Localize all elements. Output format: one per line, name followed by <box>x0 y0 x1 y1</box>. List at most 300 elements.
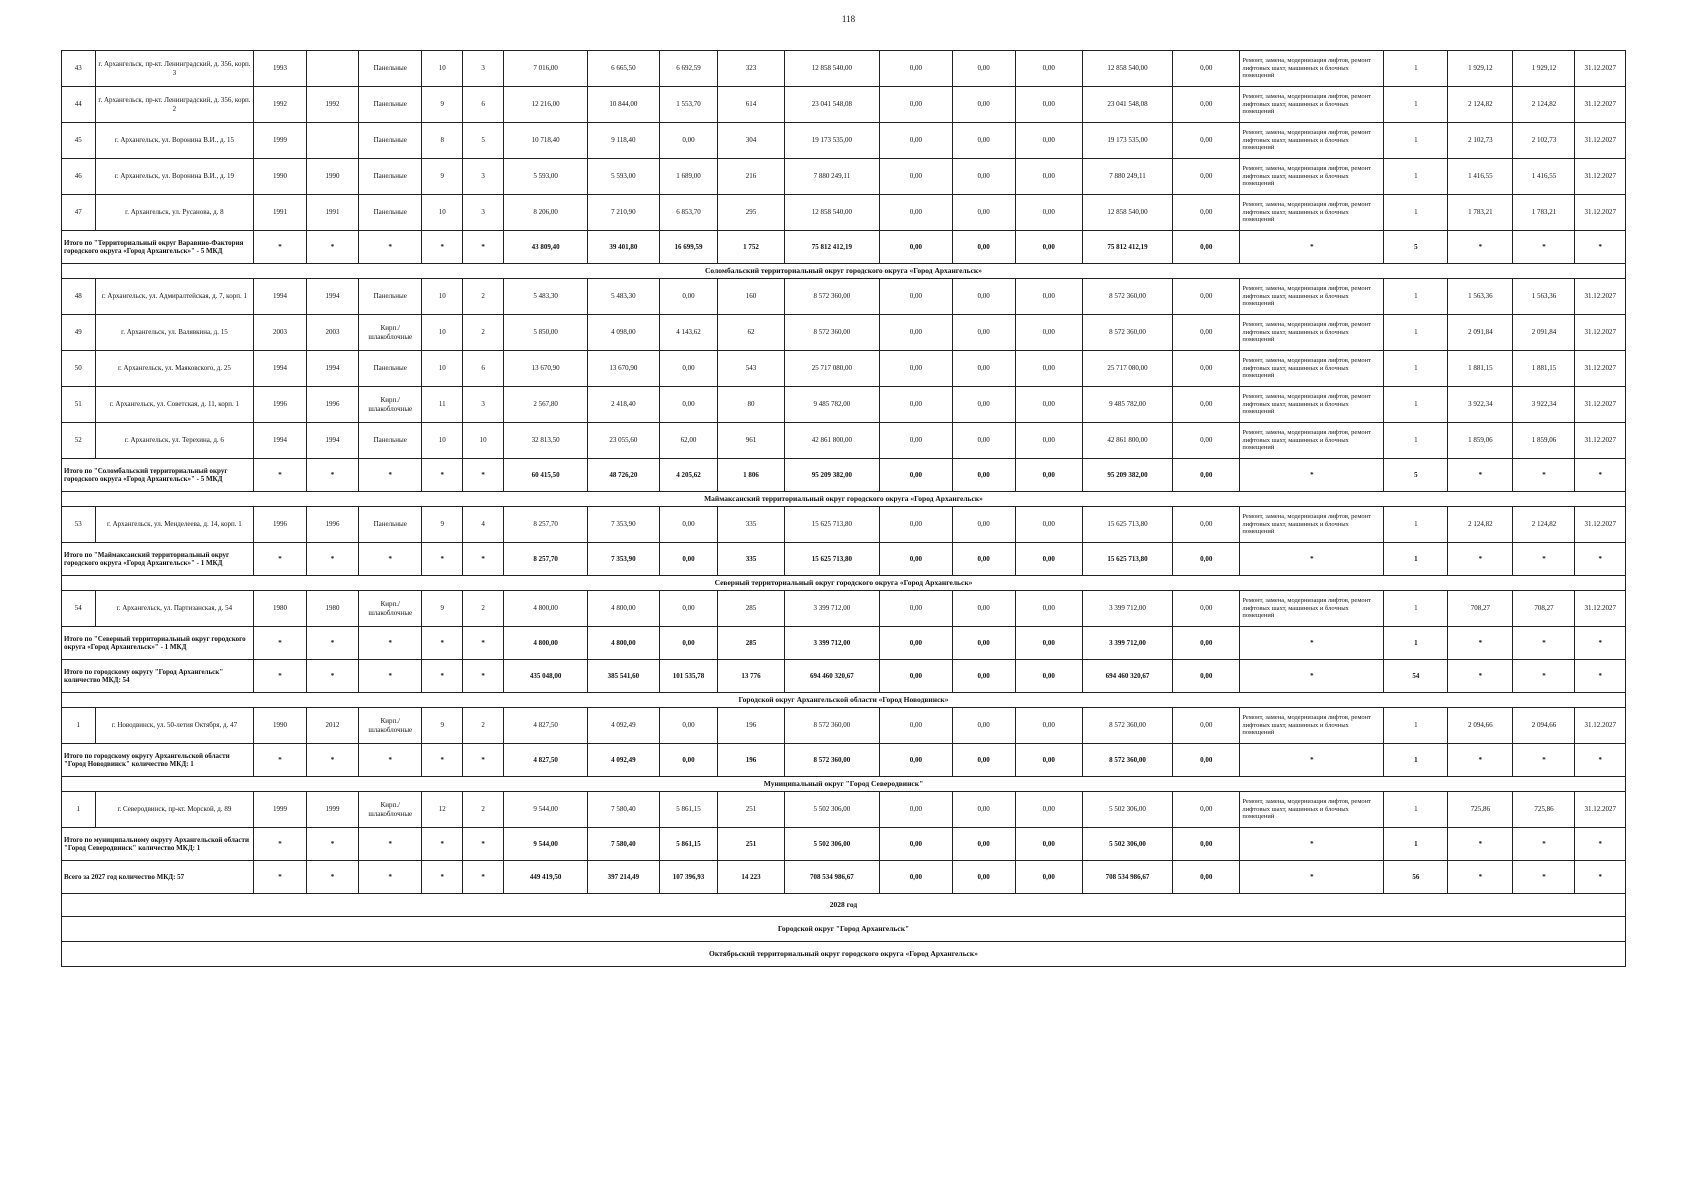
table-cell: Панельные <box>359 87 422 123</box>
table-cell: 323 <box>718 51 784 87</box>
table-cell: 0,00 <box>659 591 718 627</box>
address-cell: г. Архангельск, ул. Воронина В.И., д. 19 <box>95 159 254 195</box>
total-cell: 0,00 <box>1173 744 1240 777</box>
table-cell: 1 <box>1384 423 1448 459</box>
total-label: Итого по "Северный территориальный округ городского округа «Город Архангельск»" - 1 МКД <box>62 627 254 660</box>
total-cell: * <box>1513 231 1575 264</box>
total-cell: * <box>422 543 463 576</box>
total-cell: * <box>254 744 307 777</box>
table-cell: 1993 <box>254 51 307 87</box>
table-row <box>62 195 1626 231</box>
table-cell: 1980 <box>306 591 359 627</box>
total-cell: 14 223 <box>718 861 784 894</box>
table-cell: 1 <box>1384 87 1448 123</box>
total-cell: * <box>359 861 422 894</box>
total-cell: 4 827,50 <box>504 744 588 777</box>
total-cell: 4 092,49 <box>588 744 659 777</box>
table-cell: 3 <box>463 387 504 423</box>
table-cell: 0,00 <box>880 279 952 315</box>
total-cell: * <box>254 660 307 693</box>
table-cell: 3 399 712,00 <box>1082 591 1172 627</box>
table-cell <box>306 51 359 87</box>
section-header: Северный территориальный округ городского округа «Город Архангельск» <box>62 576 1626 591</box>
table-cell: 1994 <box>306 351 359 387</box>
total-cell: 5 <box>1384 231 1448 264</box>
total-cell: * <box>306 660 359 693</box>
table-cell: 8 572 360,00 <box>1082 315 1172 351</box>
total-cell: 0,00 <box>1015 231 1082 264</box>
total-cell: * <box>1513 459 1575 492</box>
total-cell: * <box>422 861 463 894</box>
table-cell: 13 670,90 <box>504 351 588 387</box>
total-cell: * <box>1513 828 1575 861</box>
table-cell: 2 <box>463 708 504 744</box>
total-cell: * <box>1240 627 1384 660</box>
total-row <box>62 861 1626 894</box>
table-cell: 0,00 <box>952 591 1015 627</box>
total-cell: * <box>359 627 422 660</box>
table-cell: 5 593,00 <box>504 159 588 195</box>
total-cell: * <box>1448 231 1513 264</box>
total-cell: * <box>1240 543 1384 576</box>
table-cell: 2 124,82 <box>1513 87 1575 123</box>
total-cell: 101 535,78 <box>659 660 718 693</box>
table-cell: 3 <box>463 195 504 231</box>
total-cell: 7 353,90 <box>588 543 659 576</box>
total-row <box>62 660 1626 693</box>
table-cell: 1 <box>1384 123 1448 159</box>
total-cell: 694 460 320,67 <box>1082 660 1172 693</box>
table-cell: 23 041 548,08 <box>1082 87 1172 123</box>
work-type-cell: Ремонт, замена, модернизация лифтов, ремонт лифтовых шахт, машинных и блочных помещений <box>1240 507 1384 543</box>
total-cell: 15 625 713,80 <box>784 543 880 576</box>
table-cell: 1 929,12 <box>1448 51 1513 87</box>
total-row <box>62 459 1626 492</box>
table-cell: 23 055,60 <box>588 423 659 459</box>
total-cell: 39 401,80 <box>588 231 659 264</box>
table-row <box>62 708 1626 744</box>
total-cell: 8 572 360,00 <box>784 744 880 777</box>
table-cell: 0,00 <box>880 591 952 627</box>
table-cell: 2003 <box>306 315 359 351</box>
total-cell: * <box>1240 744 1384 777</box>
table-cell: 47 <box>62 195 96 231</box>
table-cell: 0,00 <box>952 708 1015 744</box>
total-cell: * <box>1575 744 1626 777</box>
table-cell: Панельные <box>359 195 422 231</box>
total-cell: * <box>422 660 463 693</box>
total-cell: 0,00 <box>1173 660 1240 693</box>
table-cell: 1 <box>62 708 96 744</box>
table-cell: 614 <box>718 87 784 123</box>
address-cell: г. Новодвинск, ул. 50-летия Октября, д. 47 <box>95 708 254 744</box>
table-cell: 12 216,00 <box>504 87 588 123</box>
table-cell: 2003 <box>254 315 307 351</box>
table-cell: Панельные <box>359 51 422 87</box>
total-cell: * <box>463 459 504 492</box>
table-row <box>62 387 1626 423</box>
total-cell: 75 812 412,19 <box>784 231 880 264</box>
table-cell: 8 572 360,00 <box>784 315 880 351</box>
table-cell: 0,00 <box>952 279 1015 315</box>
year-header: 2028 год <box>62 894 1626 917</box>
address-cell: г. Архангельск, ул. Советская, д. 11, корп. 1 <box>95 387 254 423</box>
total-label: Итого по городскому округу "Город Архангельск" количество МКД: 54 <box>62 660 254 693</box>
table-cell: 19 173 535,00 <box>784 123 880 159</box>
table-cell: 1996 <box>254 387 307 423</box>
total-label: Итого по муниципальному округу Архангельской области "Город Северодвинск" количество МКД: 1 <box>62 828 254 861</box>
table-cell: 1996 <box>306 387 359 423</box>
table-cell: 0,00 <box>952 387 1015 423</box>
table-cell: 335 <box>718 507 784 543</box>
total-cell: 4 800,00 <box>504 627 588 660</box>
address-cell: г. Архангельск, ул. Валявкина, д. 15 <box>95 315 254 351</box>
table-cell: 2 102,73 <box>1448 123 1513 159</box>
total-cell: * <box>254 861 307 894</box>
table-cell: 1999 <box>254 792 307 828</box>
total-cell: 0,00 <box>952 744 1015 777</box>
total-cell: * <box>463 828 504 861</box>
section-header: Маймаксанский территориальный округ городского округа «Город Архангельск» <box>62 492 1626 507</box>
table-cell: 1999 <box>306 792 359 828</box>
total-cell: * <box>1240 231 1384 264</box>
total-cell: 5 861,15 <box>659 828 718 861</box>
table-cell: 12 858 540,00 <box>784 51 880 87</box>
table-cell: 46 <box>62 159 96 195</box>
table-cell: 0,00 <box>1173 351 1240 387</box>
table-cell: 1 563,36 <box>1513 279 1575 315</box>
total-label: Итого по "Маймаксанский территориальный округ городского округа «Город Архангельск»" - 1 МКД <box>62 543 254 576</box>
total-cell: * <box>1575 231 1626 264</box>
table-cell: 42 861 800,00 <box>1082 423 1172 459</box>
total-cell: 0,00 <box>880 861 952 894</box>
total-cell: * <box>359 231 422 264</box>
table-cell: 0,00 <box>952 123 1015 159</box>
table-cell: 251 <box>718 792 784 828</box>
table-cell: 0,00 <box>659 351 718 387</box>
table-cell: 2 <box>463 315 504 351</box>
table-cell: 1 783,21 <box>1448 195 1513 231</box>
table-cell: 5 483,30 <box>504 279 588 315</box>
table-cell: 1 <box>1384 591 1448 627</box>
table-cell: 0,00 <box>659 708 718 744</box>
table-cell: 2 091,84 <box>1448 315 1513 351</box>
table-row <box>62 159 1626 195</box>
table-cell: 2 094,66 <box>1448 708 1513 744</box>
table-cell: 1 <box>1384 507 1448 543</box>
section-header-row <box>62 576 1626 591</box>
table-cell: 961 <box>718 423 784 459</box>
total-cell: 1 <box>1384 543 1448 576</box>
total-cell: 385 541,60 <box>588 660 659 693</box>
total-cell: * <box>463 231 504 264</box>
table-cell: 50 <box>62 351 96 387</box>
table-cell: 12 858 540,00 <box>1082 51 1172 87</box>
total-cell: 16 699,59 <box>659 231 718 264</box>
total-label: Итого по "Соломбальский территориальный округ городского округа «Город Архангельск»" - 5 МКД <box>62 459 254 492</box>
total-cell: * <box>359 744 422 777</box>
total-cell: 0,00 <box>952 861 1015 894</box>
table-cell: 9 <box>422 87 463 123</box>
table-cell: 0,00 <box>1015 708 1082 744</box>
table-cell: 7 580,40 <box>588 792 659 828</box>
work-type-cell: Ремонт, замена, модернизация лифтов, ремонт лифтовых шахт, машинных и блочных помещений <box>1240 792 1384 828</box>
table-cell: 1 <box>1384 159 1448 195</box>
table-cell: 9 118,40 <box>588 123 659 159</box>
total-cell: * <box>422 627 463 660</box>
table-cell: Панельные <box>359 507 422 543</box>
table-cell: 0,00 <box>880 387 952 423</box>
total-cell: * <box>1575 828 1626 861</box>
table-cell: 725,86 <box>1448 792 1513 828</box>
table-cell: 1 859,06 <box>1513 423 1575 459</box>
total-cell: * <box>422 828 463 861</box>
total-cell: * <box>306 459 359 492</box>
table-cell: 0,00 <box>952 87 1015 123</box>
table-cell: 7 016,00 <box>504 51 588 87</box>
total-cell: 694 460 320,67 <box>784 660 880 693</box>
table-cell: 12 <box>422 792 463 828</box>
total-cell: 8 572 360,00 <box>1082 744 1172 777</box>
table-cell: 31.12.2027 <box>1575 279 1626 315</box>
total-cell: * <box>1448 627 1513 660</box>
table-cell: 49 <box>62 315 96 351</box>
table-cell: Панельные <box>359 351 422 387</box>
table-cell: 0,00 <box>1015 591 1082 627</box>
table-cell: 1 553,70 <box>659 87 718 123</box>
total-cell: 0,00 <box>952 231 1015 264</box>
work-type-cell: Ремонт, замена, модернизация лифтов, ремонт лифтовых шахт, машинных и блочных помещений <box>1240 708 1384 744</box>
total-row <box>62 543 1626 576</box>
table-cell: 0,00 <box>880 315 952 351</box>
table-cell: 0,00 <box>1173 591 1240 627</box>
table-cell: 45 <box>62 123 96 159</box>
total-cell: 0,00 <box>952 627 1015 660</box>
table-cell: 10 <box>422 279 463 315</box>
total-cell: 0,00 <box>880 231 952 264</box>
table-row <box>62 279 1626 315</box>
table-cell: 0,00 <box>1015 87 1082 123</box>
table-cell: 3 922,34 <box>1513 387 1575 423</box>
total-cell: 75 812 412,19 <box>1082 231 1172 264</box>
work-type-cell: Ремонт, замена, модернизация лифтов, ремонт лифтовых шахт, машинных и блочных помещений <box>1240 387 1384 423</box>
table-cell: 2 <box>463 591 504 627</box>
table-cell: 1 <box>1384 51 1448 87</box>
total-cell: 0,00 <box>1015 861 1082 894</box>
table-cell: 9 <box>422 507 463 543</box>
table-cell: 7 210,90 <box>588 195 659 231</box>
table-cell: 6 <box>463 351 504 387</box>
total-cell: 0,00 <box>880 744 952 777</box>
work-type-cell: Ремонт, замена, модернизация лифтов, ремонт лифтовых шахт, машинных и блочных помещений <box>1240 51 1384 87</box>
table-cell: 0,00 <box>1173 423 1240 459</box>
section-header-row <box>62 264 1626 279</box>
table-cell: 4 098,00 <box>588 315 659 351</box>
table-row <box>62 507 1626 543</box>
table-cell: 7 880 249,11 <box>1082 159 1172 195</box>
table-cell: 12 858 540,00 <box>784 195 880 231</box>
section-header-row <box>62 693 1626 708</box>
total-cell: 9 544,00 <box>504 828 588 861</box>
total-cell: * <box>1240 828 1384 861</box>
work-type-cell: Ремонт, замена, модернизация лифтов, ремонт лифтовых шахт, машинных и блочных помещений <box>1240 315 1384 351</box>
total-cell: 95 209 382,00 <box>784 459 880 492</box>
total-cell: * <box>1575 861 1626 894</box>
address-cell: г. Северодвинск, пр-кт. Морской, д. 89 <box>95 792 254 828</box>
table-row <box>62 51 1626 87</box>
table-cell: 1 689,00 <box>659 159 718 195</box>
table-cell: 0,00 <box>1173 123 1240 159</box>
table-cell: 1990 <box>254 708 307 744</box>
total-cell: * <box>254 459 307 492</box>
total-cell: * <box>1575 459 1626 492</box>
table-cell: 10 <box>422 423 463 459</box>
total-cell: * <box>1513 543 1575 576</box>
table-cell: 160 <box>718 279 784 315</box>
table-cell: 1 929,12 <box>1513 51 1575 87</box>
total-cell: 56 <box>1384 861 1448 894</box>
table-cell: 31.12.2027 <box>1575 708 1626 744</box>
total-cell: 0,00 <box>1015 627 1082 660</box>
table-cell: 0,00 <box>1173 387 1240 423</box>
table-cell: 8 572 360,00 <box>784 279 880 315</box>
table-cell: 0,00 <box>952 195 1015 231</box>
table-cell: 0,00 <box>1173 87 1240 123</box>
table-cell: 31.12.2027 <box>1575 591 1626 627</box>
work-type-cell: Ремонт, замена, модернизация лифтов, ремонт лифтовых шахт, машинных и блочных помещений <box>1240 423 1384 459</box>
table-cell: 2 102,73 <box>1513 123 1575 159</box>
total-cell: 0,00 <box>952 828 1015 861</box>
total-cell: * <box>359 543 422 576</box>
address-cell: г. Архангельск, ул. Воронина В.И., д. 15 <box>95 123 254 159</box>
total-cell: 435 048,00 <box>504 660 588 693</box>
total-cell: * <box>254 627 307 660</box>
table-row <box>62 591 1626 627</box>
table-cell: 0,00 <box>880 792 952 828</box>
table-cell: 1 <box>1384 351 1448 387</box>
table-cell: 0,00 <box>659 123 718 159</box>
total-cell: * <box>306 861 359 894</box>
table-cell: 1999 <box>254 123 307 159</box>
table-row <box>62 123 1626 159</box>
table-cell: Кирп./шлакоблочные <box>359 591 422 627</box>
table-cell: 0,00 <box>1173 792 1240 828</box>
table-cell: 0,00 <box>952 315 1015 351</box>
table-cell: 10 <box>422 351 463 387</box>
table-cell: 1994 <box>254 279 307 315</box>
year-header-row <box>62 894 1626 917</box>
table-cell: 42 861 800,00 <box>784 423 880 459</box>
table-cell: 4 800,00 <box>588 591 659 627</box>
total-label: Всего за 2027 год количество МКД: 57 <box>62 861 254 894</box>
total-cell: * <box>1575 660 1626 693</box>
total-cell: * <box>422 231 463 264</box>
total-cell: 0,00 <box>880 660 952 693</box>
work-type-cell: Ремонт, замена, модернизация лифтов, ремонт лифтовых шахт, машинных и блочных помещений <box>1240 87 1384 123</box>
table-cell: 31.12.2027 <box>1575 123 1626 159</box>
section-header: Муниципальный округ "Город Северодвинск" <box>62 777 1626 792</box>
table-cell: 4 092,49 <box>588 708 659 744</box>
total-cell: 196 <box>718 744 784 777</box>
table-cell: 1990 <box>254 159 307 195</box>
total-label: Итого по городскому округу Архангельской области "Город Новодвинск" количество МКД: 1 <box>62 744 254 777</box>
table-cell: Кирп./шлакоблочные <box>359 792 422 828</box>
table-cell: 0,00 <box>952 51 1015 87</box>
table-cell: 10 <box>422 195 463 231</box>
total-cell: * <box>1448 744 1513 777</box>
table-cell: 10 844,00 <box>588 87 659 123</box>
total-cell: * <box>1513 627 1575 660</box>
table-cell: 9 <box>422 708 463 744</box>
table-cell: 196 <box>718 708 784 744</box>
total-cell: 0,00 <box>952 459 1015 492</box>
table-cell: 0,00 <box>880 195 952 231</box>
table-cell: 1996 <box>254 507 307 543</box>
table-cell: 0,00 <box>1173 315 1240 351</box>
table-cell: Кирп./шлакоблочные <box>359 387 422 423</box>
table-cell: 9 <box>422 159 463 195</box>
table-cell: 1994 <box>306 423 359 459</box>
total-cell: 5 502 306,00 <box>1082 828 1172 861</box>
total-cell: 107 396,93 <box>659 861 718 894</box>
table-cell: 7 353,90 <box>588 507 659 543</box>
table-cell: 4 <box>463 507 504 543</box>
table-cell: 1991 <box>306 195 359 231</box>
total-cell: 335 <box>718 543 784 576</box>
total-cell: * <box>359 459 422 492</box>
table-row <box>62 423 1626 459</box>
section-header: Городской округ Архангельской области «Город Новодвинск» <box>62 693 1626 708</box>
total-row <box>62 744 1626 777</box>
table-cell: 285 <box>718 591 784 627</box>
table-cell: 53 <box>62 507 96 543</box>
total-cell: 0,00 <box>880 543 952 576</box>
table-cell: 3 399 712,00 <box>784 591 880 627</box>
table-row <box>62 315 1626 351</box>
table-cell: 1980 <box>254 591 307 627</box>
table-cell: 6 <box>463 87 504 123</box>
table-cell: 11 <box>422 387 463 423</box>
address-cell: г. Архангельск, пр-кт. Ленинградский, д. 356, корп. 2 <box>95 87 254 123</box>
table-cell: 1994 <box>306 279 359 315</box>
table-cell: 0,00 <box>1015 507 1082 543</box>
table-cell: 48 <box>62 279 96 315</box>
table-cell: 62 <box>718 315 784 351</box>
table-cell: 1994 <box>254 351 307 387</box>
table-cell: 4 143,62 <box>659 315 718 351</box>
table-cell: 0,00 <box>952 507 1015 543</box>
table-cell: 1994 <box>254 423 307 459</box>
table-cell: 31.12.2027 <box>1575 159 1626 195</box>
total-cell: * <box>306 231 359 264</box>
table-cell: 23 041 548,08 <box>784 87 880 123</box>
table-cell <box>306 123 359 159</box>
table-cell: 1992 <box>306 87 359 123</box>
table-cell: 0,00 <box>880 51 952 87</box>
table-cell: 0,00 <box>952 351 1015 387</box>
total-cell: * <box>1240 459 1384 492</box>
table-cell: 708,27 <box>1448 591 1513 627</box>
total-cell: 7 580,40 <box>588 828 659 861</box>
total-cell: 95 209 382,00 <box>1082 459 1172 492</box>
section-header-row <box>62 917 1626 942</box>
table-cell: 9 544,00 <box>504 792 588 828</box>
page-number: 118 <box>841 14 856 24</box>
total-cell: * <box>463 861 504 894</box>
total-cell: * <box>359 660 422 693</box>
address-cell: г. Архангельск, ул. Русанова, д. 8 <box>95 195 254 231</box>
total-cell: 0,00 <box>1173 459 1240 492</box>
